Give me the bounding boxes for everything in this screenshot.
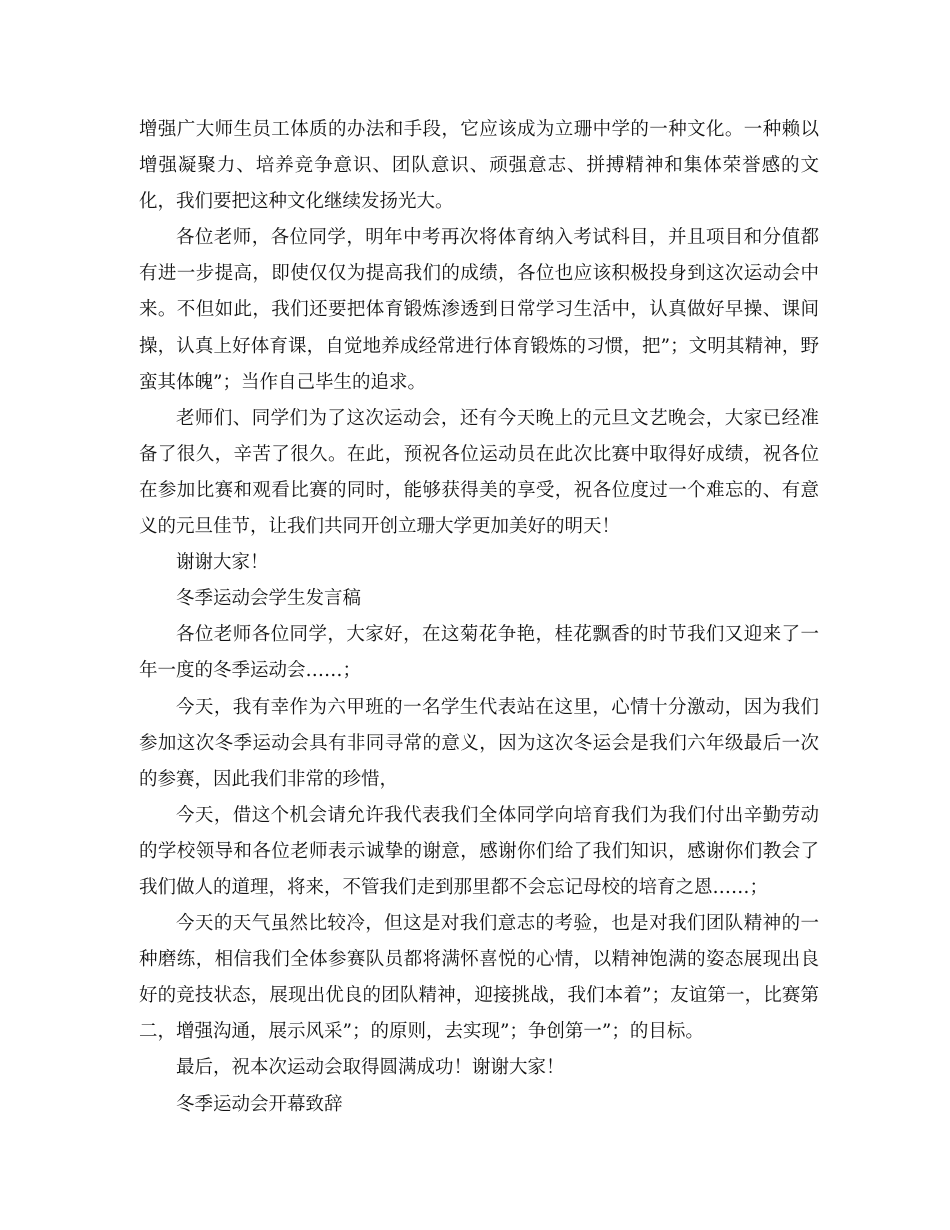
document-body xyxy=(139,112,819,1123)
paragraph-thanks: 谢谢大家！ xyxy=(176,552,269,574)
paragraph-representative: 今天，我有幸作为六甲班的一名学生代表站在这里，心情十分激动，因为我们参加这次冬季运动会具有非同寻常的意义，因为这次冬运会是我们六年级最后一次的参赛，因此我们非常的珍惜， xyxy=(139,696,819,790)
paragraph-new-year-wishes: 老师们、同学们为了这次运动会，还有今天晚上的元旦文艺晚会，大家已经准备了很久，辛苦了很久。在此，预祝各位运动员在此次比赛中取得好成绩，祝各位在参加比赛和观看比赛的同时，能够获得美的享受，祝各位度过一个难忘的、有意义的元旦佳节，让我们共同开创立珊大学更加美好的明天！ xyxy=(139,407,819,538)
paragraph-continuation: 增强广大师生员工体质的办法和手段，它应该成为立珊中学的一种文化。一种赖以增强凝聚力、培养竞争意识、团队意识、顽强意志、拼搏精神和集体荣誉感的文化，我们要把这种文化继续发扬光大。 xyxy=(139,119,819,213)
paragraph-weather-challenge: 今天的天气虽然比较冷，但这是对我们意志的考验，也是对我们团队精神的一种磨练，相信我们全体参赛队员都将满怀喜悦的心情，以精神饱满的姿态展现出良好的竞技状态，展现出优良的团队精神，迎接挑战，我们本着”；友谊第一，比赛第二，增强沟通，展示风采”；的原则，去实现”；争创第一”；的目标。 xyxy=(139,913,819,1043)
paragraph-greeting: 各位老师各位同学，大家好，在这菊花争艳，桂花飘香的时节我们又迎来了一年一度的冬季运动会……； xyxy=(139,624,819,682)
section-heading-opening-speech: 冬季运动会开幕致辞 xyxy=(176,1093,343,1115)
paragraph-sports-exam: 各位老师，各位同学，明年中考再次将体育纳入考试科目，并且项目和分值都有进一步提高，即使仅仅为提高我们的成绩，各位也应该积极投身到这次运动会中来。不但如此，我们还要把体育锻炼渗透到日常学习生活中，认真做好早操、课间操，认真上好体育课，自觉地养成经常进行体育锻炼的习惯，把”；文明其精神，野蛮其体魄”；当作自己毕生的追求。 xyxy=(139,227,819,393)
paragraph-closing: 最后，祝本次运动会取得圆满成功！谢谢大家！ xyxy=(176,1057,565,1079)
section-heading-student-speech: 冬季运动会学生发言稿 xyxy=(176,588,362,610)
paragraph-gratitude: 今天，借这个机会请允许我代表我们全体同学向培育我们为我们付出辛勤劳动的学校领导和各位老师表示诚挚的谢意，感谢你们给了我们知识，感谢你们教会了我们做人的道理，将来，不管我们走到那里都不会忘记母校的培育之恩……； xyxy=(139,804,819,898)
